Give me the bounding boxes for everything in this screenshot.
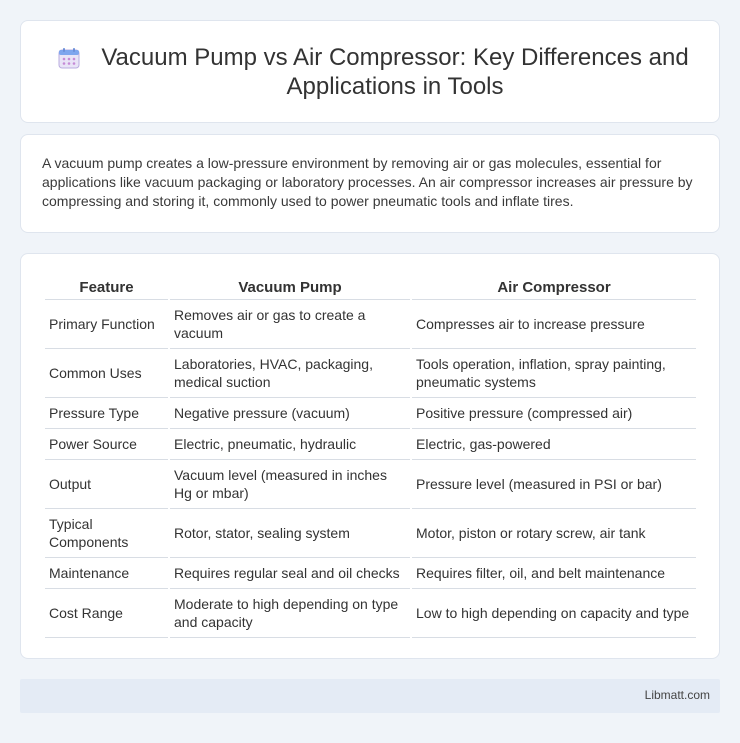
table-cell-air-compressor: Tools operation, inflation, spray painting, pneumatic systems [412,349,696,398]
table-header-row [45,274,696,300]
table-row [45,509,696,558]
table-row [45,398,696,429]
column-header-air-compressor: Air Compressor [412,274,696,300]
table-cell-feature: Maintenance [45,558,168,589]
table-row [45,429,696,460]
table-cell-vacuum-pump: Rotor, stator, sealing system [170,509,410,558]
table-cell-air-compressor: Pressure level (measured in PSI or bar) [412,460,696,509]
table-cell-vacuum-pump: Vacuum level (measured in inches Hg or mbar) [170,460,410,509]
table-cell-feature: Pressure Type [45,398,168,429]
table-row [45,300,696,349]
intro-paragraph: A vacuum pump creates a low-pressure environment by removing air or gas molecules, essential for applications like vacuum packaging or laboratory processes. An air compressor increases air pressure by compressing and storing it, commonly used to power pneumatic tools and inflate tires. [42,155,693,209]
table-row [45,558,696,589]
table-cell-feature: Primary Function [45,300,168,349]
table-row [45,589,696,638]
table-row [45,460,696,509]
table-cell-feature: Power Source [45,429,168,460]
table-row [45,349,696,398]
table-cell-air-compressor: Electric, gas-powered [412,429,696,460]
table-cell-air-compressor: Motor, piston or rotary screw, air tank [412,509,696,558]
table-cell-vacuum-pump: Removes air or gas to create a vacuum [170,300,410,349]
table-cell-feature: Output [45,460,168,509]
title-card [20,20,720,123]
table-cell-air-compressor: Compresses air to increase pressure [412,300,696,349]
table-cell-air-compressor: Low to high depending on capacity and type [412,589,696,638]
table-cell-vacuum-pump: Electric, pneumatic, hydraulic [170,429,410,460]
comparison-table [43,274,698,638]
table-cell-vacuum-pump: Moderate to high depending on type and capacity [170,589,410,638]
table-cell-feature: Common Uses [45,349,168,398]
intro-card [20,134,720,233]
footer-site-link[interactable]: Libmatt.com [644,688,710,702]
comparison-table-card [20,253,720,659]
column-header-feature: Feature [45,274,168,300]
table-cell-air-compressor: Requires filter, oil, and belt maintenance [412,558,696,589]
page-title: Vacuum Pump vs Air Compressor: Key Differences and Applications in Tools [101,44,689,100]
table-cell-vacuum-pump: Laboratories, HVAC, packaging, medical suction [170,349,410,398]
table-cell-feature: Cost Range [45,589,168,638]
table-cell-feature: Typical Components [45,509,168,558]
table-cell-vacuum-pump: Requires regular seal and oil checks [170,558,410,589]
column-header-vacuum-pump: Vacuum Pump [170,274,410,300]
table-cell-air-compressor: Positive pressure (compressed air) [412,398,696,429]
table-cell-vacuum-pump: Negative pressure (vacuum) [170,398,410,429]
footer [20,679,720,713]
